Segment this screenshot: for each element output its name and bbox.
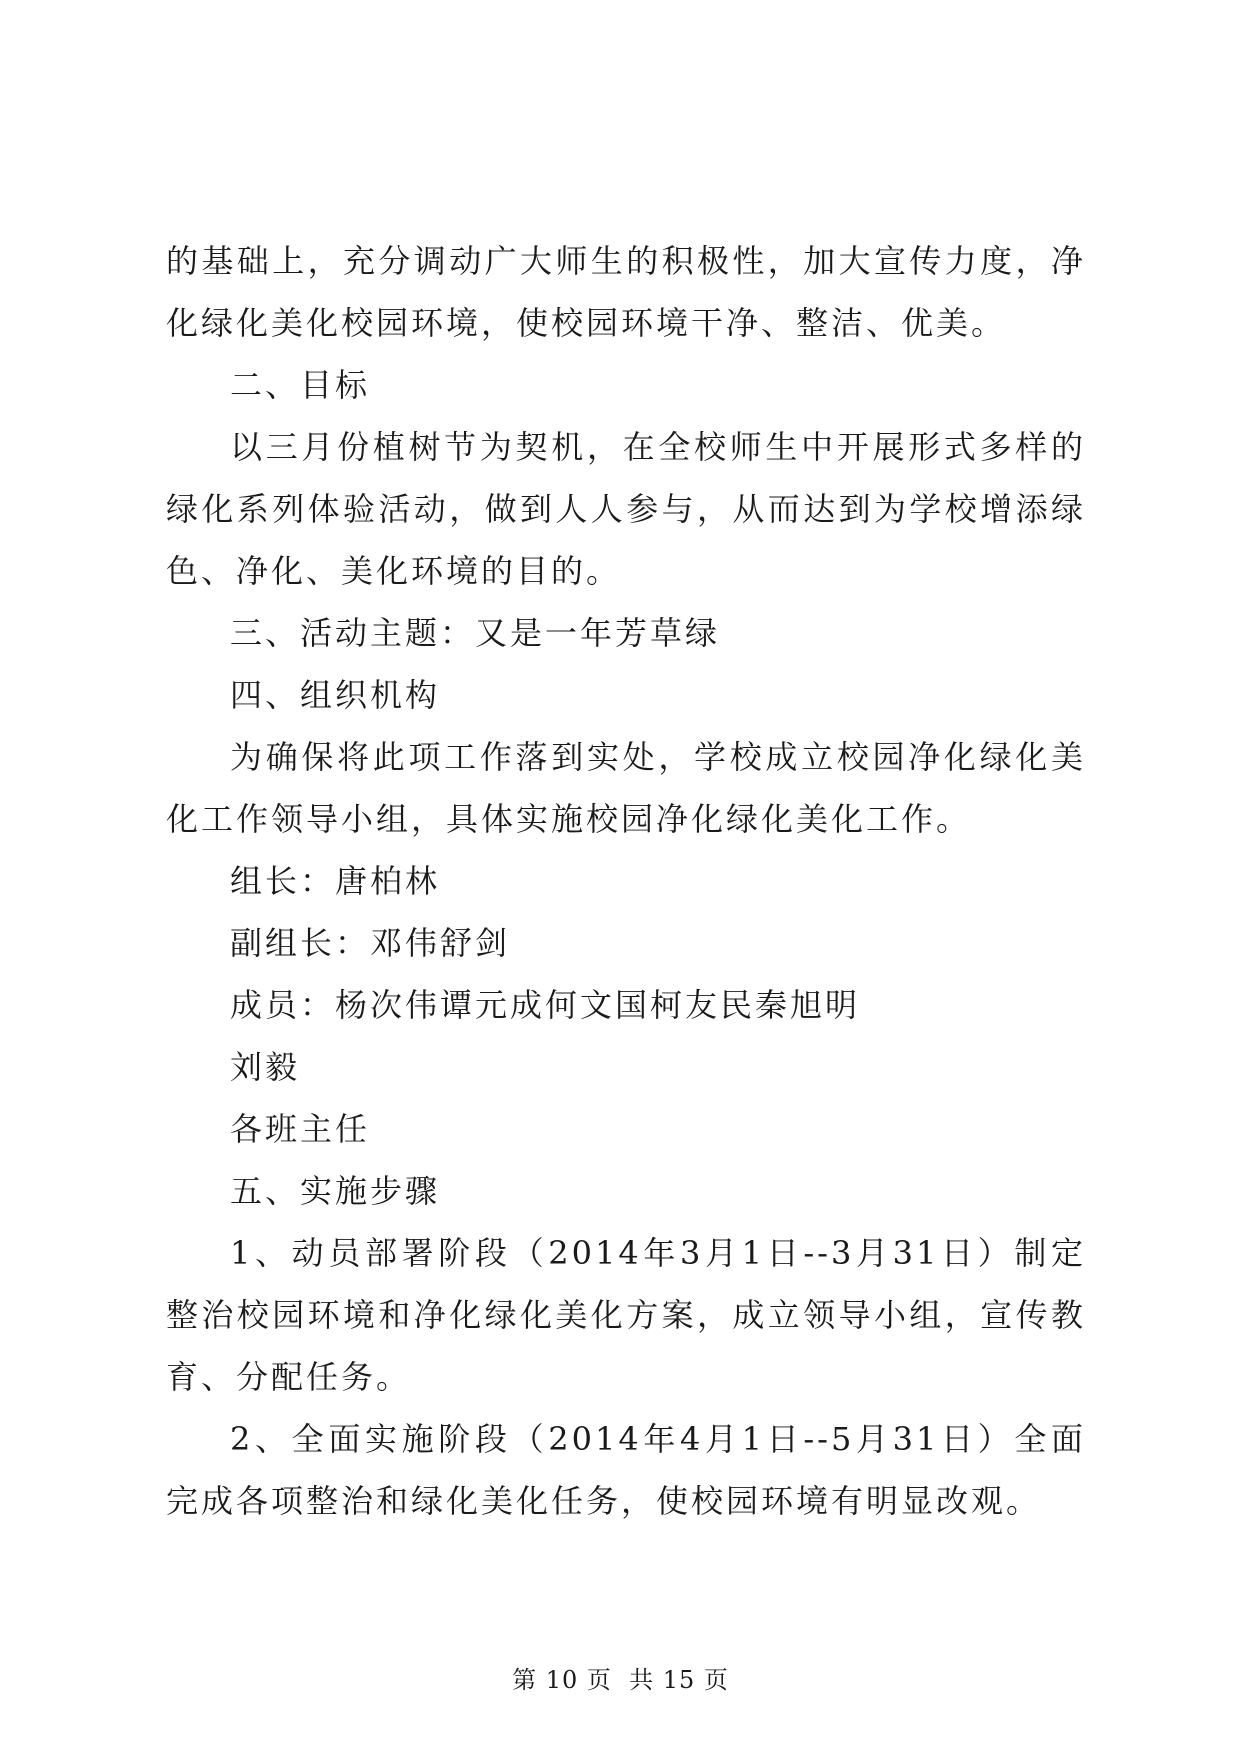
leader-line: 组长：唐柏林	[230, 862, 441, 900]
deputy-leader-line: 副组长：邓伟舒剑	[230, 924, 511, 962]
members-line-continued: 刘毅	[230, 1048, 301, 1086]
paragraph-organization: 为确保将此项工作落到实处，学校成立校园净化绿化美化工作领导小组，具体实施校园净化绿化美化工作。	[166, 738, 1086, 838]
page-footer	[0, 1660, 1241, 1695]
section-heading-organization: 四、组织机构	[230, 676, 441, 714]
paragraph-continuation: 的基础上，充分调动广大师生的积极性，加大宣传力度，净化绿化美化校园环境，使校园环境干净、整洁、优美。	[166, 242, 1086, 342]
section-heading-theme: 三、活动主题：又是一年芳草绿	[230, 614, 721, 652]
step-1-paragraph: 1、动员部署阶段（2014年3月1日--3月31日）制定整治校园环境和净化绿化美化方案，成立领导小组，宣传教育、分配任务。	[166, 1234, 1086, 1396]
section-heading-steps: 五、实施步骤	[230, 1172, 441, 1210]
section-heading-goals: 二、目标	[230, 366, 371, 404]
class-teachers-line: 各班主任	[230, 1110, 371, 1148]
paragraph-goals: 以三月份植树节为契机，在全校师生中开展形式多样的绿化系列体验活动，做到人人参与，从而达到为学校增添绿色、净化、美化环境的目的。	[166, 428, 1086, 590]
step-2-paragraph: 2、全面实施阶段（2014年4月1日--5月31日）全面完成各项整治和绿化美化任务，使校园环境有明显改观。	[166, 1420, 1086, 1520]
page-number-label: 第 10 页 共 15 页	[512, 1666, 729, 1694]
members-line: 成员：杨次伟谭元成何文国柯友民秦旭明	[230, 986, 861, 1024]
document-body	[166, 230, 1086, 1532]
